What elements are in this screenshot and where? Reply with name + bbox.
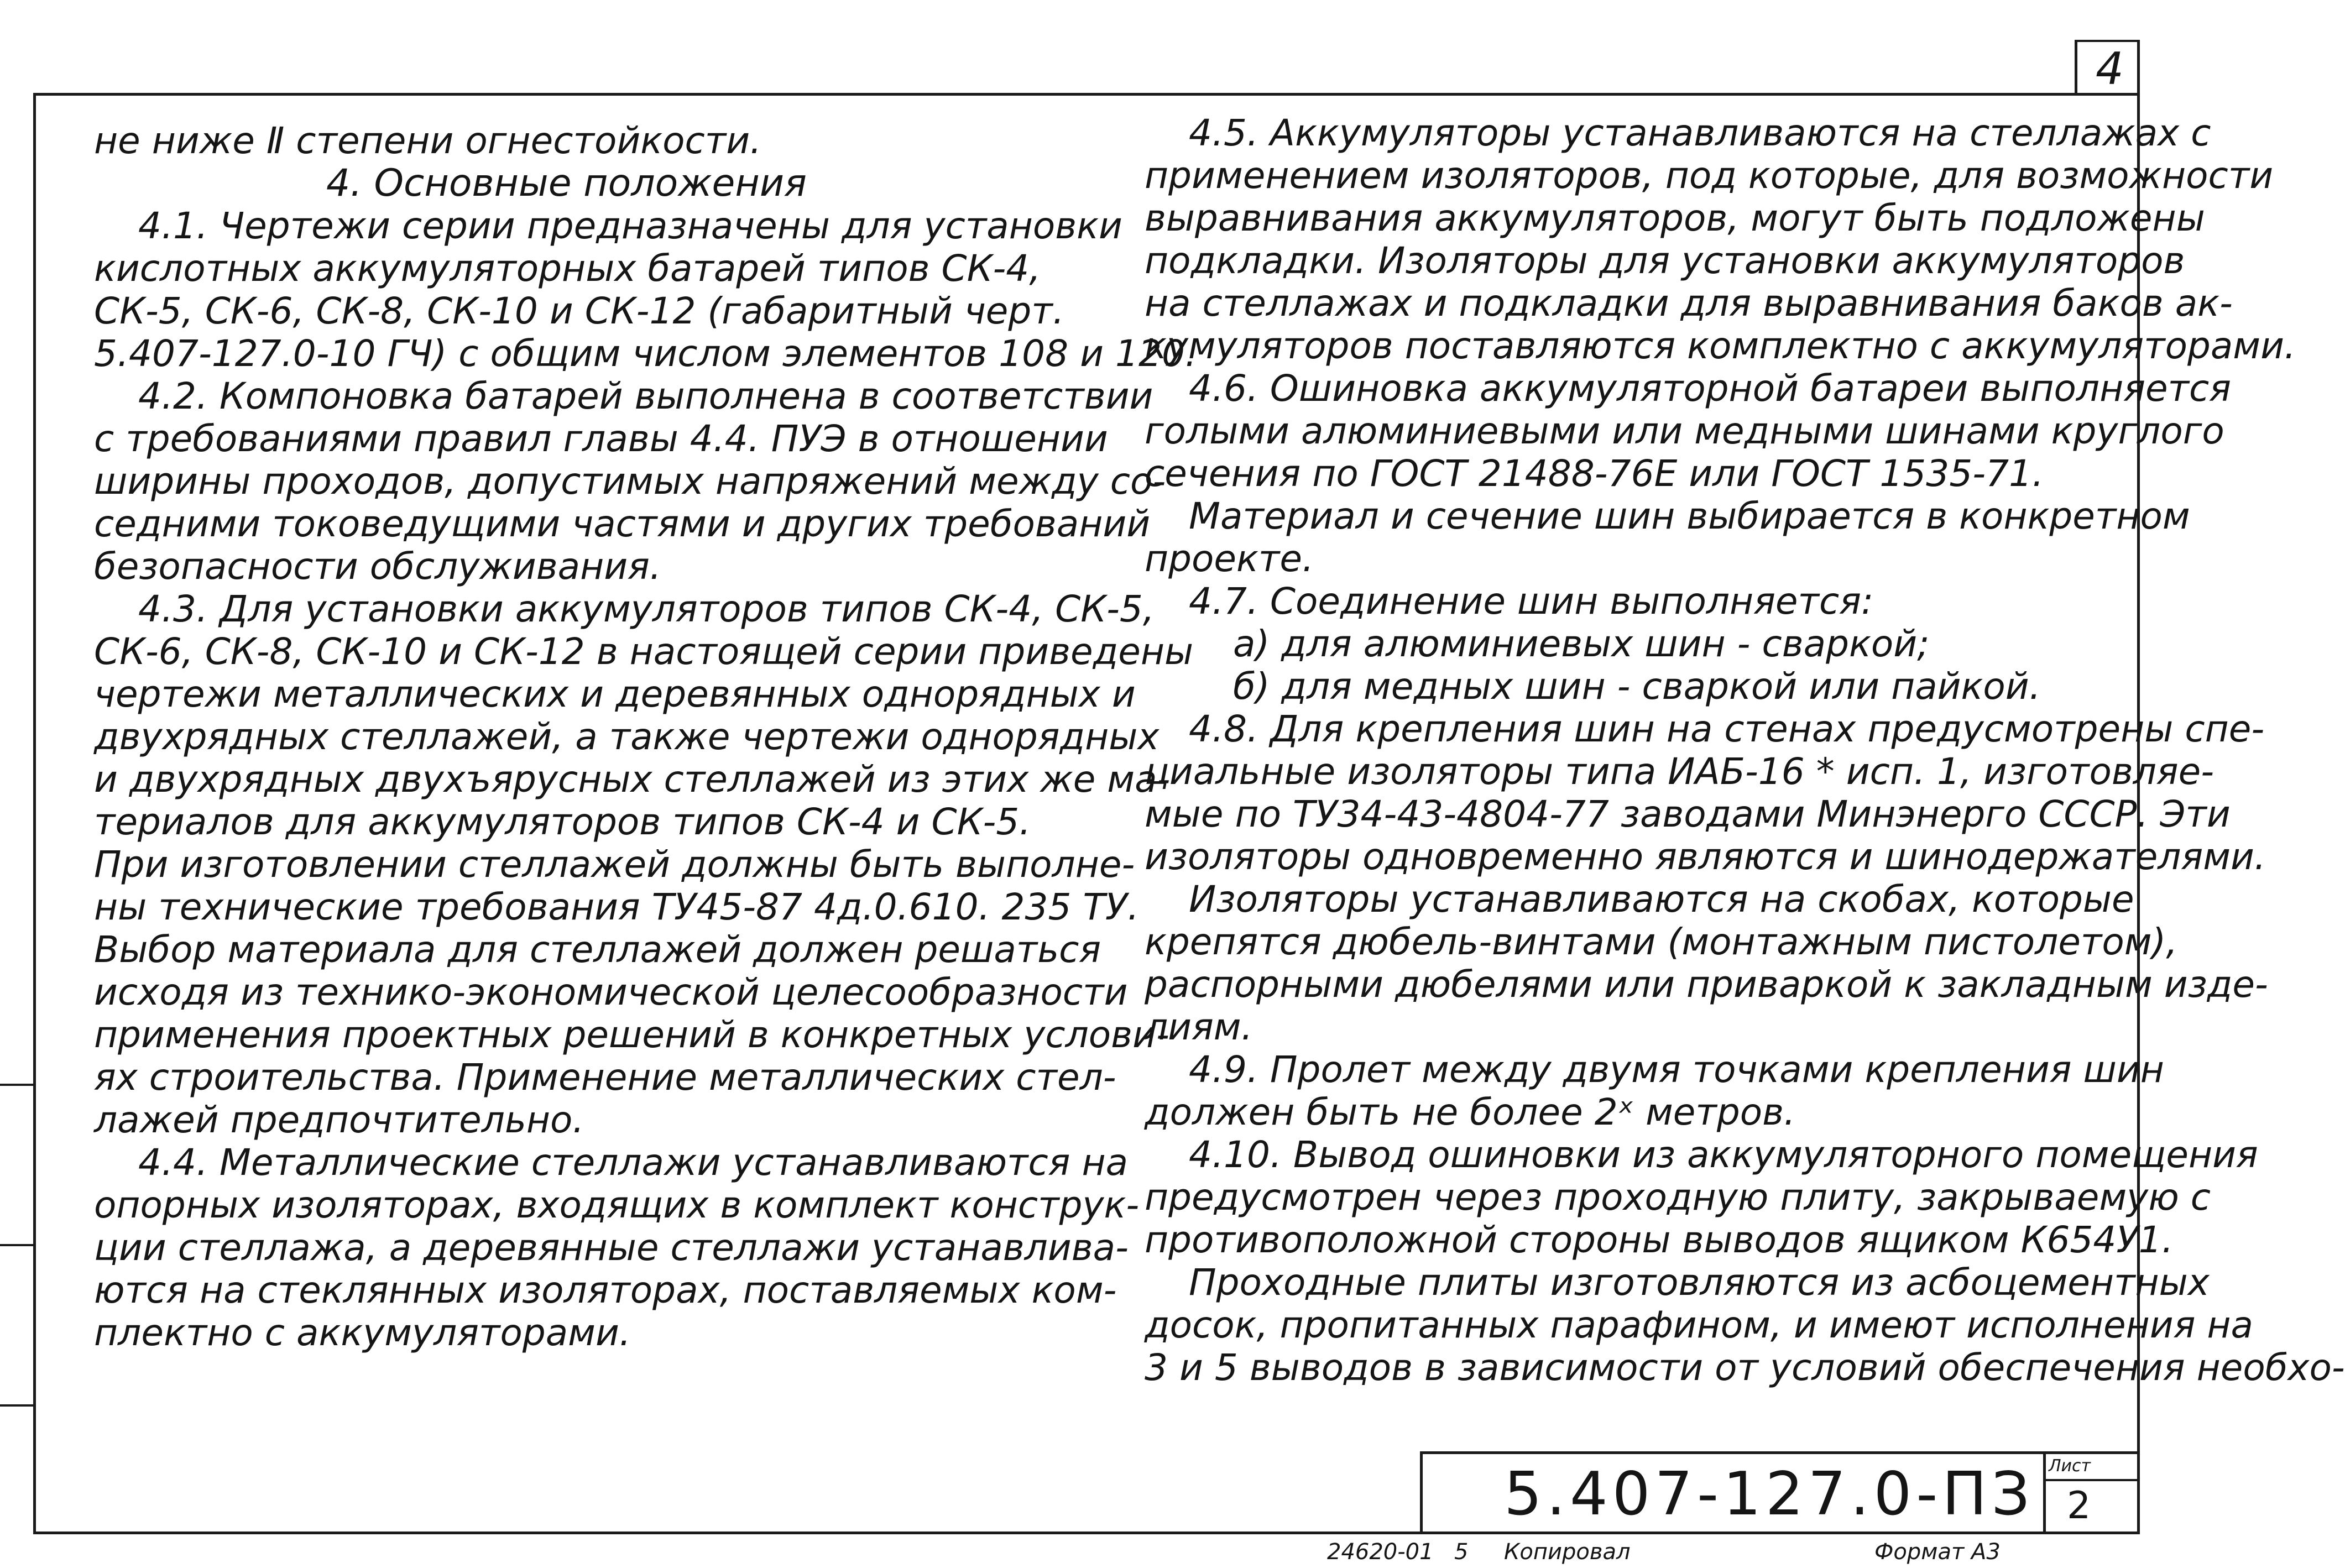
text-line: Материал и сечение шин выбирается в конкретном (1189, 495, 2190, 537)
copied-label: Копировал (1504, 1539, 1631, 1565)
text-line: подкладки. Изоляторы для установки аккумуляторов (1145, 239, 2185, 282)
format-label: Формат А3 (1874, 1539, 2001, 1565)
text-line: с требованиями правил главы 4.4. ПУЭ в отношении (94, 417, 1108, 460)
text-line: циальные изоляторы типа ИАБ-16 * исп. 1, изготовляе- (1145, 750, 2215, 793)
text-line: 4.4. Металлические стеллажи устанавливаются на (138, 1141, 1129, 1184)
text-line: применения проектных решений в конкретных услови- (94, 1013, 1169, 1056)
right-text-column (1145, 112, 2345, 1389)
margin-tick (0, 1404, 33, 1407)
text-line: 4.1. Чертежи серии предназначены для установки (138, 205, 1122, 247)
text-line: Проходные плиты изготовляются из асбоцементных (1189, 1261, 2210, 1304)
text-line: чертежи металлических и деревянных однорядных и (94, 673, 1136, 715)
text-line: кислотных аккумуляторных батарей типов СК-4, (94, 247, 1041, 290)
text-line: мые по ТУ34-43-4804-77 заводами Минэнерго СССР. Эти (1145, 793, 2231, 835)
text-line: кумуляторов поставляются комплектно с аккумуляторами. (1145, 325, 2296, 367)
text-line: безопасности обслуживания. (94, 545, 661, 588)
text-line: 5.407-127.0-10 ГЧ) с общим числом элементов 108 и 120. (94, 332, 1197, 375)
text-line: 4.5. Аккумуляторы устанавливаются на стеллажах с (1189, 112, 2211, 154)
text-line: 3 и 5 выводов в зависимости от условий обеспечения необхо- (1145, 1346, 2345, 1389)
text-line: сечения по ГОСТ 21488-76Е или ГОСТ 1535-71. (1145, 452, 2044, 495)
text-line: противоположной стороны выводов ящиком К654У1. (1145, 1219, 2174, 1261)
sheet-list-number: 2 (2067, 1484, 2091, 1528)
text-line: СК-6, СК-8, СК-10 и СК-12 в настоящей серии приведены (94, 630, 1194, 673)
text-line: не ниже Ⅱ степени огнестойкости. (94, 119, 762, 162)
sheet-list-divider (2043, 1479, 2140, 1481)
footer-page: 5 (1454, 1539, 1469, 1565)
text-line: плектно с аккумуляторами. (94, 1311, 631, 1354)
text-line: 4.2. Компоновка батарей выполнена в соответствии (138, 375, 1153, 417)
text-line: должен быть не более 2ˣ метров. (1145, 1091, 1795, 1133)
text-line: Выбор материала для стеллажей должен решаться (94, 928, 1101, 971)
text-line: выравнивания аккумуляторов, могут быть подложены (1145, 197, 2205, 239)
text-line: СК-5, СК-6, СК-8, СК-10 и СК-12 (габаритный черт. (94, 290, 1064, 332)
text-line: 4.8. Для крепления шин на стенах предусмотрены спе- (1189, 708, 2265, 750)
text-line: и двухрядных двухъярусных стеллажей из этих же ма- (94, 758, 1171, 801)
text-line: ны технические требования ТУ45-87 4д.0.610. 235 ТУ. (94, 886, 1139, 928)
text-line: досок, пропитанных парафином, и имеют исполнения на (1145, 1304, 2253, 1346)
text-line: 4.10. Вывод ошиновки из аккумуляторного помещения (1189, 1133, 2258, 1176)
text-line: крепятся дюбель-винтами (монтажным пистолетом), (1145, 921, 2178, 963)
text-line: голыми алюминиевыми или медными шинами круглого (1145, 410, 2224, 452)
text-line: ширины проходов, допустимых напряжений между со- (94, 460, 1166, 503)
text-line: 4.7. Соединение шин выполняется: (1189, 580, 1874, 623)
text-line: седними токоведущими частями и других требований (94, 503, 1151, 545)
text-line: исходя из технико-экономической целесообразности (94, 971, 1128, 1013)
text-line: 4.3. Для установки аккумуляторов типов СК-4, СК-5, (138, 588, 1155, 630)
text-line: 4.9. Пролет между двумя точками крепления шин (1189, 1048, 2164, 1091)
section-heading: 4. Основные положения (326, 161, 807, 205)
text-line: опорных изоляторах, входящих в комплект конструк- (94, 1184, 1140, 1226)
text-line: на стеллажах и подкладки для выравнивания баков ак- (1145, 282, 2233, 325)
sheet-number: 4 (2096, 43, 2124, 95)
text-line: б) для медных шин - сваркой или пайкой. (1233, 665, 2041, 708)
text-line: Изоляторы устанавливаются на скобах, которые (1189, 878, 2134, 921)
margin-tick (0, 1084, 33, 1086)
text-line: применением изоляторов, под которые, для возможности (1145, 154, 2274, 197)
left-text-column (94, 119, 1197, 1354)
text-line: При изготовлении стеллажей должны быть выполне- (94, 843, 1135, 886)
text-line: лажей предпочтительно. (94, 1099, 584, 1141)
text-line: 4.6. Ошиновка аккумуляторной батареи выполняется (1189, 367, 2231, 410)
text-line: териалов для аккумуляторов типов СК-4 и СК-5. (94, 801, 1031, 843)
text-line: ях строительства. Применение металлических стел- (94, 1056, 1116, 1099)
sheet-list-label: Лист (2049, 1456, 2091, 1476)
document-code: 5.407-127.0-ПЗ (1504, 1460, 2034, 1529)
text-line: изоляторы одновременно являются и шинодержателями. (1145, 835, 2266, 878)
text-line: распорными дюбелями или приваркой к закладным изде- (1145, 963, 2268, 1006)
text-line: ются на стеклянных изоляторах, поставляемых ком- (94, 1269, 1117, 1311)
text-line: ции стеллажа, а деревянные стеллажи устанавлива- (94, 1226, 1129, 1269)
text-line: предусмотрен через проходную плиту, закрываемую с (1145, 1176, 2211, 1219)
frame-top-border (33, 93, 2140, 96)
text-line: проекте. (1145, 537, 1314, 580)
text-line: а) для алюминиевых шин - сваркой; (1233, 623, 1930, 665)
frame-left-border (33, 93, 36, 1534)
inventory-number: 24620-01 (1327, 1539, 1434, 1565)
text-line: лиям. (1145, 1006, 1253, 1048)
margin-tick (0, 1244, 33, 1246)
text-line: двухрядных стеллажей, а также чертежи однорядных (94, 715, 1160, 758)
